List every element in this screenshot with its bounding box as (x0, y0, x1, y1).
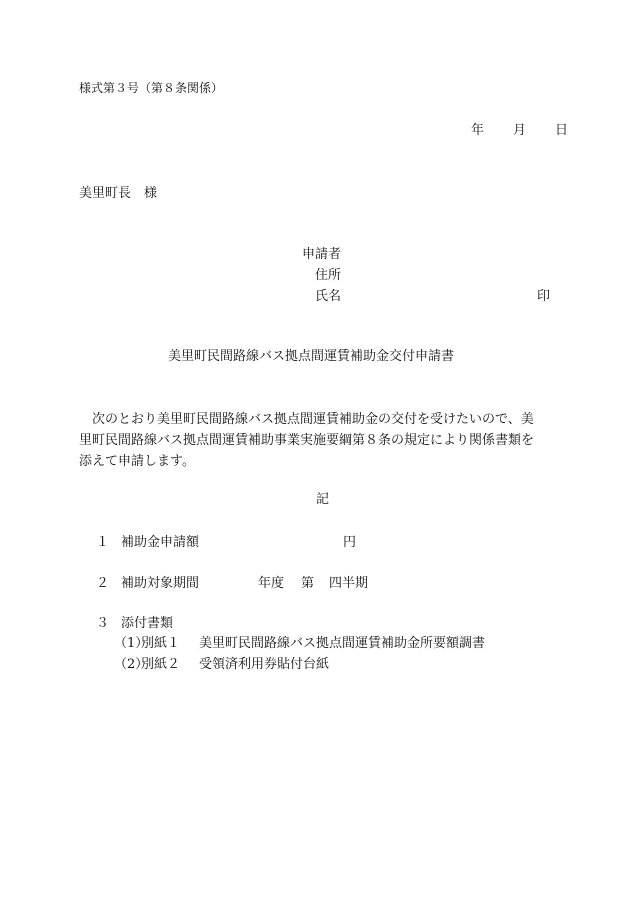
name-label: 氏名 (315, 289, 342, 304)
body-line: 里町民間路線バス拠点間運賃補助事業実施要綱第８条の規定により関係書類を (79, 433, 535, 448)
attachment-name: 別紙１ (141, 636, 181, 651)
form-number: 様式第３号（第８条関係） (79, 81, 224, 95)
item-label: 補助金申請額 (121, 535, 200, 550)
seal-mark: 印 (537, 289, 551, 304)
date-year-label: 年 (471, 123, 485, 138)
ordinal-prefix: 第 (301, 576, 315, 591)
item-label: 補助対象期間 (121, 576, 200, 591)
item-number: ３ (96, 616, 110, 631)
body-line: 次のとおり美里町民間路線バス拠点間運賃補助金の交付を受けたいので、美 (92, 412, 534, 427)
date-day-label: 日 (555, 123, 569, 138)
ki-label: 記 (316, 492, 330, 507)
date-month-label: 月 (513, 123, 527, 138)
yen-unit: 円 (343, 535, 357, 550)
attachment-number: （1） (114, 636, 149, 651)
quarter-label: 四半期 (329, 576, 369, 591)
fiscal-year-label: 年度 (258, 576, 285, 591)
attachment-name: 別紙２ (141, 657, 181, 672)
attachment-title: 受領済利用券貼付台紙 (199, 657, 330, 672)
address-label: 住所 (315, 268, 342, 283)
item-label: 添付書類 (121, 616, 174, 631)
document-title: 美里町民間路線バス拠点間運賃補助金交付申請書 (168, 349, 455, 364)
applicant-label: 申請者 (302, 247, 342, 262)
item-number: ２ (96, 576, 110, 591)
attachment-number: （2） (114, 657, 149, 672)
body-paragraph (79, 409, 573, 472)
item-number: １ (96, 535, 110, 550)
body-line: 添えて申請します。 (79, 454, 195, 469)
addressee: 美里町長 様 (79, 186, 158, 201)
attachment-title: 美里町民間路線バス拠点間運賃補助金所要額調書 (199, 636, 486, 651)
